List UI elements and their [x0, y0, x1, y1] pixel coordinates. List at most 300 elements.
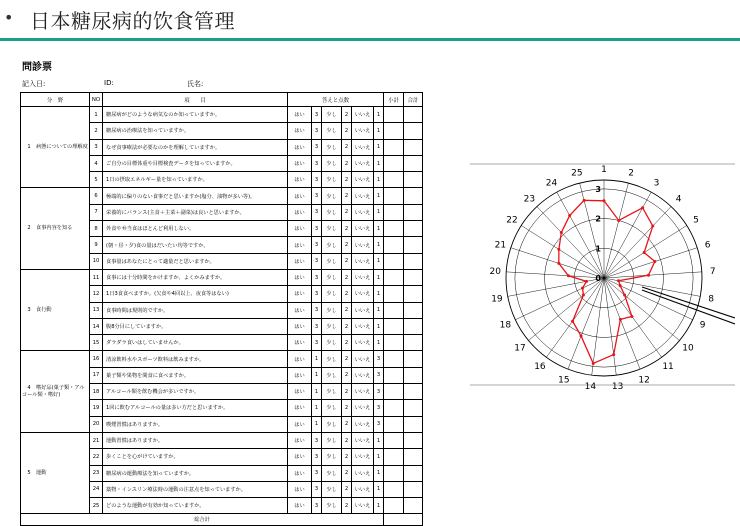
- score-no: 1: [374, 188, 384, 204]
- ring-label: 1: [595, 244, 601, 254]
- score-yes: 3: [312, 253, 322, 269]
- answer-no: いいえ: [352, 432, 374, 448]
- subtotal-cell: [384, 221, 404, 237]
- answer-yes: はい: [288, 416, 312, 432]
- answer-little: 少し: [322, 449, 342, 465]
- score-yes: 1: [312, 416, 322, 432]
- score-little: 2: [342, 302, 352, 318]
- question-number: 10: [90, 253, 103, 269]
- total-cell: [404, 449, 423, 465]
- total-cell: [404, 432, 423, 448]
- ring-label: 0: [595, 274, 601, 283]
- score-little: 2: [342, 481, 352, 497]
- table-row: [21, 107, 423, 123]
- data-point: [592, 362, 595, 365]
- answer-no: いいえ: [352, 107, 374, 123]
- total-cell: [404, 139, 423, 155]
- score-yes: 3: [312, 139, 322, 155]
- axis-label: 20: [489, 267, 501, 278]
- data-point: [580, 334, 583, 337]
- answer-little: 少し: [322, 155, 342, 171]
- category-name: 嗜好品(菓子類・アルコール類・嗜好): [22, 384, 85, 398]
- answer-little: 少し: [322, 286, 342, 302]
- subtotal-cell: [384, 139, 404, 155]
- question-text: 糖尿病がどのような病気なのか知っていますか。: [103, 107, 288, 123]
- score-no: 1: [374, 318, 384, 334]
- answer-yes: はい: [288, 155, 312, 171]
- data-point: [582, 294, 585, 297]
- score-no: 1: [374, 449, 384, 465]
- question-text: 歩くことを心がけていますか。: [103, 449, 288, 465]
- category-cell: [21, 432, 90, 513]
- total-cell: [404, 416, 423, 432]
- answer-no: いいえ: [352, 367, 374, 383]
- header-divider: [0, 38, 740, 41]
- score-yes: 3: [312, 318, 322, 334]
- subtotal-cell: [384, 416, 404, 432]
- answer-yes: はい: [288, 172, 312, 188]
- question-number: 9: [90, 237, 103, 253]
- answer-yes: はい: [288, 335, 312, 351]
- question-number: 3: [90, 139, 103, 155]
- answer-no: いいえ: [352, 221, 374, 237]
- radar-chart: [470, 162, 735, 390]
- subtotal-cell: [384, 367, 404, 383]
- axis-label: 2: [628, 168, 634, 179]
- spoke: [506, 272, 604, 278]
- spoke: [528, 278, 604, 340]
- score-little: 2: [342, 139, 352, 155]
- question-text: 1日3食食べますか。(欠食や4回以上、夜食等はない): [103, 286, 288, 302]
- score-little: 2: [342, 155, 352, 171]
- subtotal-cell: [384, 107, 404, 123]
- total-cell: [404, 155, 423, 171]
- axis-label: 13: [611, 382, 624, 390]
- spoke: [508, 278, 604, 296]
- question-text: 栄養的にバランス(主食＋主菜＋副菜)は良いと思いますか。: [103, 204, 288, 220]
- total-cell: [404, 286, 423, 302]
- score-no: 1: [374, 302, 384, 318]
- score-no: 3: [374, 367, 384, 383]
- score-little: 2: [342, 204, 352, 220]
- answer-yes: はい: [288, 318, 312, 334]
- axis-label: 6: [704, 240, 711, 251]
- answer-little: 少し: [322, 498, 342, 514]
- score-yes: 3: [312, 172, 322, 188]
- category-name: 運動: [36, 469, 47, 476]
- total-cell: [404, 204, 423, 220]
- answer-little: 少し: [322, 221, 342, 237]
- answer-no: いいえ: [352, 237, 374, 253]
- header-total: 合計: [404, 93, 423, 107]
- axis-label: 18: [499, 320, 512, 331]
- answer-no: いいえ: [352, 335, 374, 351]
- question-text: 食事時間は規則的ですか。: [103, 302, 288, 318]
- question-number: 7: [90, 204, 103, 220]
- subtotal-cell: [384, 269, 404, 285]
- answer-yes: はい: [288, 384, 312, 400]
- header-category: 分 野: [21, 93, 90, 107]
- total-cell: [404, 367, 423, 383]
- header-item: 項 目: [103, 93, 288, 107]
- question-text: 1回に飲むアルコールの量は多い方だと思いますか。: [103, 400, 288, 416]
- score-no: 1: [374, 172, 384, 188]
- answer-yes: はい: [288, 188, 312, 204]
- axis-label: 24: [545, 178, 558, 189]
- axis-label: 9: [699, 320, 706, 331]
- bullet-icon: •: [4, 8, 14, 27]
- question-number: 12: [90, 286, 103, 302]
- answer-no: いいえ: [352, 449, 374, 465]
- score-no: 3: [374, 416, 384, 432]
- spoke: [604, 272, 702, 278]
- answer-yes: はい: [288, 269, 312, 285]
- answer-no: いいえ: [352, 204, 374, 220]
- answer-yes: はい: [288, 253, 312, 269]
- question-number: 13: [90, 302, 103, 318]
- score-no: 1: [374, 237, 384, 253]
- score-no: 1: [374, 107, 384, 123]
- axis-label: 4: [675, 194, 682, 205]
- data-point: [619, 318, 622, 321]
- answer-yes: はい: [288, 481, 312, 497]
- axis-label: 5: [693, 215, 699, 226]
- subtotal-cell: [384, 351, 404, 367]
- axis-label: 1: [601, 165, 607, 175]
- axis-label: 15: [558, 375, 570, 386]
- answer-no: いいえ: [352, 400, 374, 416]
- answer-little: 少し: [322, 351, 342, 367]
- answer-no: いいえ: [352, 286, 374, 302]
- score-little: 2: [342, 107, 352, 123]
- answer-little: 少し: [322, 172, 342, 188]
- score-little: 2: [342, 400, 352, 416]
- axis-label: 12: [638, 375, 650, 386]
- score-yes: 1: [312, 351, 322, 367]
- question-number: 2: [90, 123, 103, 139]
- answer-no: いいえ: [352, 465, 374, 481]
- answer-no: いいえ: [352, 123, 374, 139]
- axis-label: 17: [514, 343, 526, 354]
- subtotal-cell: [384, 188, 404, 204]
- answer-yes: はい: [288, 465, 312, 481]
- data-point: [612, 353, 615, 356]
- answer-no: いいえ: [352, 269, 374, 285]
- score-no: 1: [374, 465, 384, 481]
- subtotal-cell: [384, 335, 404, 351]
- data-point: [560, 231, 563, 234]
- data-point: [623, 294, 626, 297]
- question-text: なぜ食事療法が必要なのかを理解していますか。: [103, 139, 288, 155]
- total-cell: [404, 465, 423, 481]
- subtotal-cell: [384, 465, 404, 481]
- question-text: 運動習慣はありますか。: [103, 432, 288, 448]
- answer-little: 少し: [322, 318, 342, 334]
- answer-yes: はい: [288, 367, 312, 383]
- subtotal-cell: [384, 481, 404, 497]
- data-point: [643, 251, 646, 254]
- score-yes: 3: [312, 302, 322, 318]
- subtotal-cell: [384, 286, 404, 302]
- score-no: 1: [374, 204, 384, 220]
- answer-yes: はい: [288, 139, 312, 155]
- score-little: 2: [342, 449, 352, 465]
- data-point: [619, 284, 622, 287]
- score-yes: 3: [312, 432, 322, 448]
- answer-yes: はい: [288, 204, 312, 220]
- score-no: 1: [374, 139, 384, 155]
- answer-little: 少し: [322, 269, 342, 285]
- total-cell: [404, 335, 423, 351]
- category-name: 食行動: [36, 306, 52, 313]
- total-cell: [404, 237, 423, 253]
- answer-no: いいえ: [352, 253, 374, 269]
- total-cell: [404, 107, 423, 123]
- questionnaire-title: 問診票: [22, 62, 52, 73]
- data-point: [617, 279, 620, 282]
- score-yes: 3: [312, 204, 322, 220]
- answer-no: いいえ: [352, 188, 374, 204]
- total-cell: [404, 384, 423, 400]
- score-no: 1: [374, 269, 384, 285]
- data-point: [647, 274, 650, 277]
- question-text: 外食や弁当食はほとんど利用しない。: [103, 221, 288, 237]
- axis-label: 16: [534, 362, 546, 373]
- category-name: 病態についての理解度: [36, 143, 88, 150]
- score-yes: 1: [312, 367, 322, 383]
- answer-little: 少し: [322, 481, 342, 497]
- question-text: 1日の摂取エネルギー量を知っていますか。: [103, 172, 288, 188]
- answer-yes: はい: [288, 123, 312, 139]
- score-yes: 3: [312, 465, 322, 481]
- category-number: 2: [27, 225, 31, 232]
- question-number: 22: [90, 449, 103, 465]
- total-cell: [404, 351, 423, 367]
- id-label: ID:: [104, 79, 114, 87]
- score-little: 2: [342, 351, 352, 367]
- category-number: 1: [27, 143, 31, 150]
- question-number: 20: [90, 416, 103, 432]
- question-text: (朝・昼・夕)食の量はだいたい均等ですか。: [103, 237, 288, 253]
- subtotal-cell: [384, 204, 404, 220]
- total-cell: [404, 481, 423, 497]
- answer-yes: はい: [288, 237, 312, 253]
- data-point: [571, 320, 574, 323]
- category-cell: [21, 107, 90, 188]
- axis-label: 14: [584, 382, 597, 390]
- answer-little: 少し: [322, 465, 342, 481]
- data-point: [617, 219, 620, 222]
- score-yes: 3: [312, 221, 322, 237]
- score-yes: 3: [312, 237, 322, 253]
- category-name: 食事内容を知る: [36, 225, 73, 232]
- category-number: 5: [27, 469, 31, 476]
- score-no: 3: [374, 351, 384, 367]
- category-number: 4: [27, 384, 31, 391]
- subtotal-cell: [384, 432, 404, 448]
- answer-little: 少し: [322, 367, 342, 383]
- answer-little: 少し: [322, 139, 342, 155]
- header-no: NO: [90, 93, 103, 107]
- total-cell: [404, 318, 423, 334]
- answer-yes: はい: [288, 449, 312, 465]
- category-cell: [21, 188, 90, 269]
- score-yes: 3: [312, 449, 322, 465]
- total-cell: [404, 400, 423, 416]
- spoke: [604, 278, 680, 340]
- axis-label: 11: [662, 362, 674, 373]
- total-cell: [404, 123, 423, 139]
- score-little: 2: [342, 465, 352, 481]
- question-number: 21: [90, 432, 103, 448]
- subtotal-cell: [384, 384, 404, 400]
- answer-little: 少し: [322, 107, 342, 123]
- question-text: 菓子類や果物を間食に食べますか。: [103, 367, 288, 383]
- answer-yes: はい: [288, 498, 312, 514]
- score-yes: 3: [312, 498, 322, 514]
- question-number: 6: [90, 188, 103, 204]
- question-number: 11: [90, 269, 103, 285]
- table-row: [21, 351, 423, 367]
- data-point: [557, 262, 560, 265]
- question-number: 24: [90, 481, 103, 497]
- ring-label: 3: [595, 184, 601, 194]
- answer-little: 少し: [322, 302, 342, 318]
- question-number: 17: [90, 367, 103, 383]
- answer-yes: はい: [288, 302, 312, 318]
- score-little: 2: [342, 269, 352, 285]
- score-little: 2: [342, 335, 352, 351]
- score-little: 2: [342, 384, 352, 400]
- answer-yes: はい: [288, 286, 312, 302]
- score-no: 3: [374, 400, 384, 416]
- subtotal-cell: [384, 498, 404, 514]
- questionnaire-body: [21, 107, 423, 526]
- subtotal-cell: [384, 123, 404, 139]
- answer-little: 少し: [322, 237, 342, 253]
- answer-little: 少し: [322, 384, 342, 400]
- score-little: 2: [342, 432, 352, 448]
- answer-little: 少し: [322, 204, 342, 220]
- score-yes: 3: [312, 188, 322, 204]
- header-subtotal: 小計: [384, 93, 404, 107]
- spoke: [515, 278, 604, 320]
- spoke: [521, 225, 604, 278]
- answer-yes: はい: [288, 351, 312, 367]
- data-point: [583, 199, 586, 202]
- question-number: 23: [90, 465, 103, 481]
- score-yes: 3: [312, 107, 322, 123]
- question-text: 薬物・インスリン療法時の運動の注意点を知っていますか。: [103, 481, 288, 497]
- answer-yes: はい: [288, 107, 312, 123]
- total-cell: [404, 253, 423, 269]
- answer-no: いいえ: [352, 318, 374, 334]
- question-text: ご自分の目標体重や目標検査データを知っていますか。: [103, 155, 288, 171]
- spoke: [580, 183, 604, 278]
- score-little: 2: [342, 123, 352, 139]
- score-yes: 3: [312, 123, 322, 139]
- category-cell: [21, 351, 90, 432]
- question-number: 18: [90, 384, 103, 400]
- total-cell: [404, 269, 423, 285]
- header-answer: 答えと点数: [288, 93, 384, 107]
- total-cell: [404, 188, 423, 204]
- data-point: [641, 206, 644, 209]
- axis-label: 7: [709, 267, 716, 278]
- spoke: [604, 278, 640, 369]
- score-little: 2: [342, 172, 352, 188]
- score-yes: 3: [312, 481, 322, 497]
- question-text: 喫煙習慣はありますか。: [103, 416, 288, 432]
- question-number: 25: [90, 498, 103, 514]
- answer-no: いいえ: [352, 384, 374, 400]
- question-number: 5: [90, 172, 103, 188]
- answer-yes: はい: [288, 400, 312, 416]
- score-little: 2: [342, 221, 352, 237]
- score-no: 1: [374, 432, 384, 448]
- subtotal-cell: [384, 302, 404, 318]
- score-little: 2: [342, 318, 352, 334]
- answer-little: 少し: [322, 188, 342, 204]
- data-point: [568, 214, 571, 217]
- score-yes: 1: [312, 400, 322, 416]
- subtotal-cell: [384, 400, 404, 416]
- question-text: アルコール類を飲む機会が多いですか。: [103, 384, 288, 400]
- data-point: [630, 315, 633, 318]
- answer-yes: はい: [288, 432, 312, 448]
- axis-label: 21: [494, 240, 507, 251]
- category-number: 3: [27, 306, 31, 313]
- entry-date-label: 記入日:: [22, 80, 46, 88]
- answer-little: 少し: [322, 400, 342, 416]
- question-text: 腹8分目にしていますか。: [103, 318, 288, 334]
- answer-no: いいえ: [352, 416, 374, 432]
- score-yes: 1: [312, 384, 322, 400]
- answer-yes: はい: [288, 221, 312, 237]
- score-little: 2: [342, 253, 352, 269]
- question-text: どのような運動が有効か知っていますか。: [103, 498, 288, 514]
- question-number: 1: [90, 107, 103, 123]
- score-no: 1: [374, 155, 384, 171]
- score-yes: 3: [312, 286, 322, 302]
- axis-label: 23: [523, 194, 536, 205]
- axis-label: 22: [506, 215, 518, 226]
- subtotal-cell: [384, 253, 404, 269]
- question-number: 15: [90, 335, 103, 351]
- question-text: 糖尿病の運動療法を知っていますか。: [103, 465, 288, 481]
- table-row: [21, 269, 423, 285]
- category-cell: [21, 269, 90, 350]
- score-no: 1: [374, 286, 384, 302]
- total-cell: [404, 221, 423, 237]
- total-cell: [404, 302, 423, 318]
- question-number: 16: [90, 351, 103, 367]
- answer-no: いいえ: [352, 172, 374, 188]
- score-no: 1: [374, 498, 384, 514]
- subtotal-cell: [384, 237, 404, 253]
- subtotal-cell: [384, 172, 404, 188]
- answer-little: 少し: [322, 432, 342, 448]
- question-number: 8: [90, 221, 103, 237]
- name-label: 氏名:: [187, 80, 204, 88]
- score-little: 2: [342, 188, 352, 204]
- subtotal-cell: [384, 449, 404, 465]
- axis-label: 3: [653, 178, 660, 189]
- score-little: 2: [342, 367, 352, 383]
- question-text: 極端的に偏りのない食事だと思いますか(塩分、油物が多い等)。: [103, 188, 288, 204]
- data-point: [557, 248, 560, 251]
- subtotal-cell: [384, 318, 404, 334]
